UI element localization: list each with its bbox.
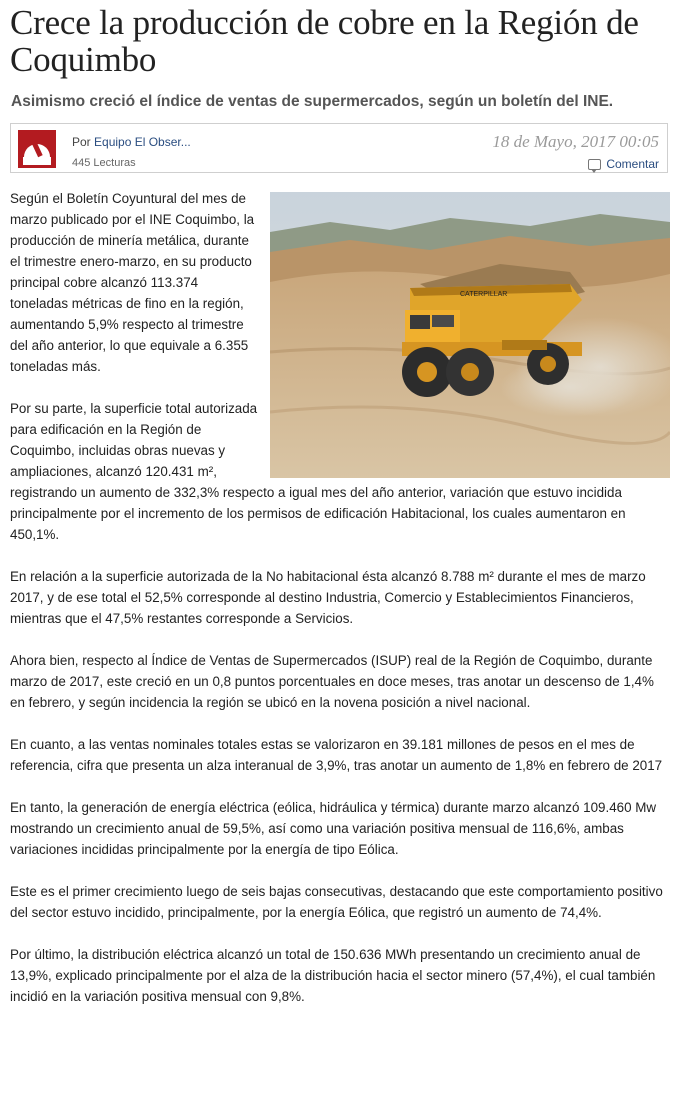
paragraph-4: Ahora bien, respecto al Índice de Ventas de Supermercados (ISUP) real de la Región de Coquimbo, durante marzo de 2017, este creció en un 0,8 puntos porcentuales en doce meses, tras anotar un descenso de 1,4% en febrero, y según incidencia la región se ubicó en la novena posición a nivel nacional. xyxy=(10,653,654,710)
publish-date: 18 de Mayo, 2017 00:05 xyxy=(492,132,659,151)
article-body xyxy=(10,188,670,1028)
by-prefix: Por xyxy=(72,135,95,149)
author-avatar[interactable] xyxy=(18,130,56,168)
author-line xyxy=(72,135,191,149)
article-meta-box xyxy=(10,123,668,173)
read-count: 445 Lecturas xyxy=(72,157,136,169)
comment-button[interactable] xyxy=(588,157,659,171)
paragraph-3: En relación a la superficie autorizada de la No habitacional ésta alcanzó 8.788 m² durante el mes de marzo 2017, y de ese total el 52,5% corresponde al destino Industria, Comercio y Establecimientos Financieros, mientras que el 47,5% restantes corresponde a Servicios. xyxy=(10,569,646,626)
mining-truck-photo xyxy=(270,192,670,478)
observatory-icon xyxy=(18,130,56,168)
paragraph-5: En cuanto, a las ventas nominales totales estas se valorizaron en 39.181 millones de pesos en el mes de referencia, cifra que presenta un alza interanual de 3,9%, tras anotar un aumento de 1,8% en febrero de 2017 xyxy=(10,737,663,773)
paragraph-7: Este es el primer crecimiento luego de seis bajas consecutivas, destacando que este comportamiento positivo del sector estuvo incidido, principalmente, por la energía Eólica, que registró un aumento de 74,4%. xyxy=(10,884,663,920)
article-subtitle: Asimismo creció el índice de ventas de supermercados, según un boletín del INE. xyxy=(11,93,614,110)
article-title: Crece la producción de cobre en la Región de Coquimbo xyxy=(10,3,639,79)
paragraph-2: Por su parte, la superficie total autorizada para edificación en la Región de Coquimbo, incluidas obras nuevas y ampliaciones, alcanzó 120.431 m², registrando un aumento de 332,3% respecto a igual mes del año anterior, variación que estuvo incidida principalmente por el incremento de los permisos de edificación Habitacional, los cuales aumentaron en 450,1%. xyxy=(10,401,626,542)
paragraph-6: En tanto, la generación de energía eléctrica (eólica, hidráulica y térmica) durante marzo alcanzó 109.460 Mw mostrando un crecimiento anual de 59,5%, así como una variación positiva mensual de 116,6%, ambas variaciones incididas principalmente por la energía de tipo Eólica. xyxy=(10,800,657,857)
svg-text:CATERPILLAR: CATERPILLAR xyxy=(460,291,508,298)
comment-label: Comentar xyxy=(606,157,659,171)
author-link[interactable]: Equipo El Obser... xyxy=(94,135,191,149)
paragraph-1: Según el Boletín Coyuntural del mes de marzo publicado por el INE Coquimbo, la producción de minería metálica, durante el trimestre enero-marzo, en su producto principal cobre alcanzó 113.374 toneladas métricas de fino en la región, aumentando 5,9% respecto al trimestre del año anterior, lo que equivale a 6.355 toneladas más. xyxy=(10,191,255,374)
paragraph-8: Por último, la distribución eléctrica alcanzó un total de 150.636 MWh presentando un crecimiento anual de 13,9%, explicado principalmente por el alza de la distribución hacia el sector minero (57,4%), el cual también incidió en la variación positiva mensual con 9,8%. xyxy=(10,947,656,1004)
comment-icon xyxy=(588,159,601,170)
